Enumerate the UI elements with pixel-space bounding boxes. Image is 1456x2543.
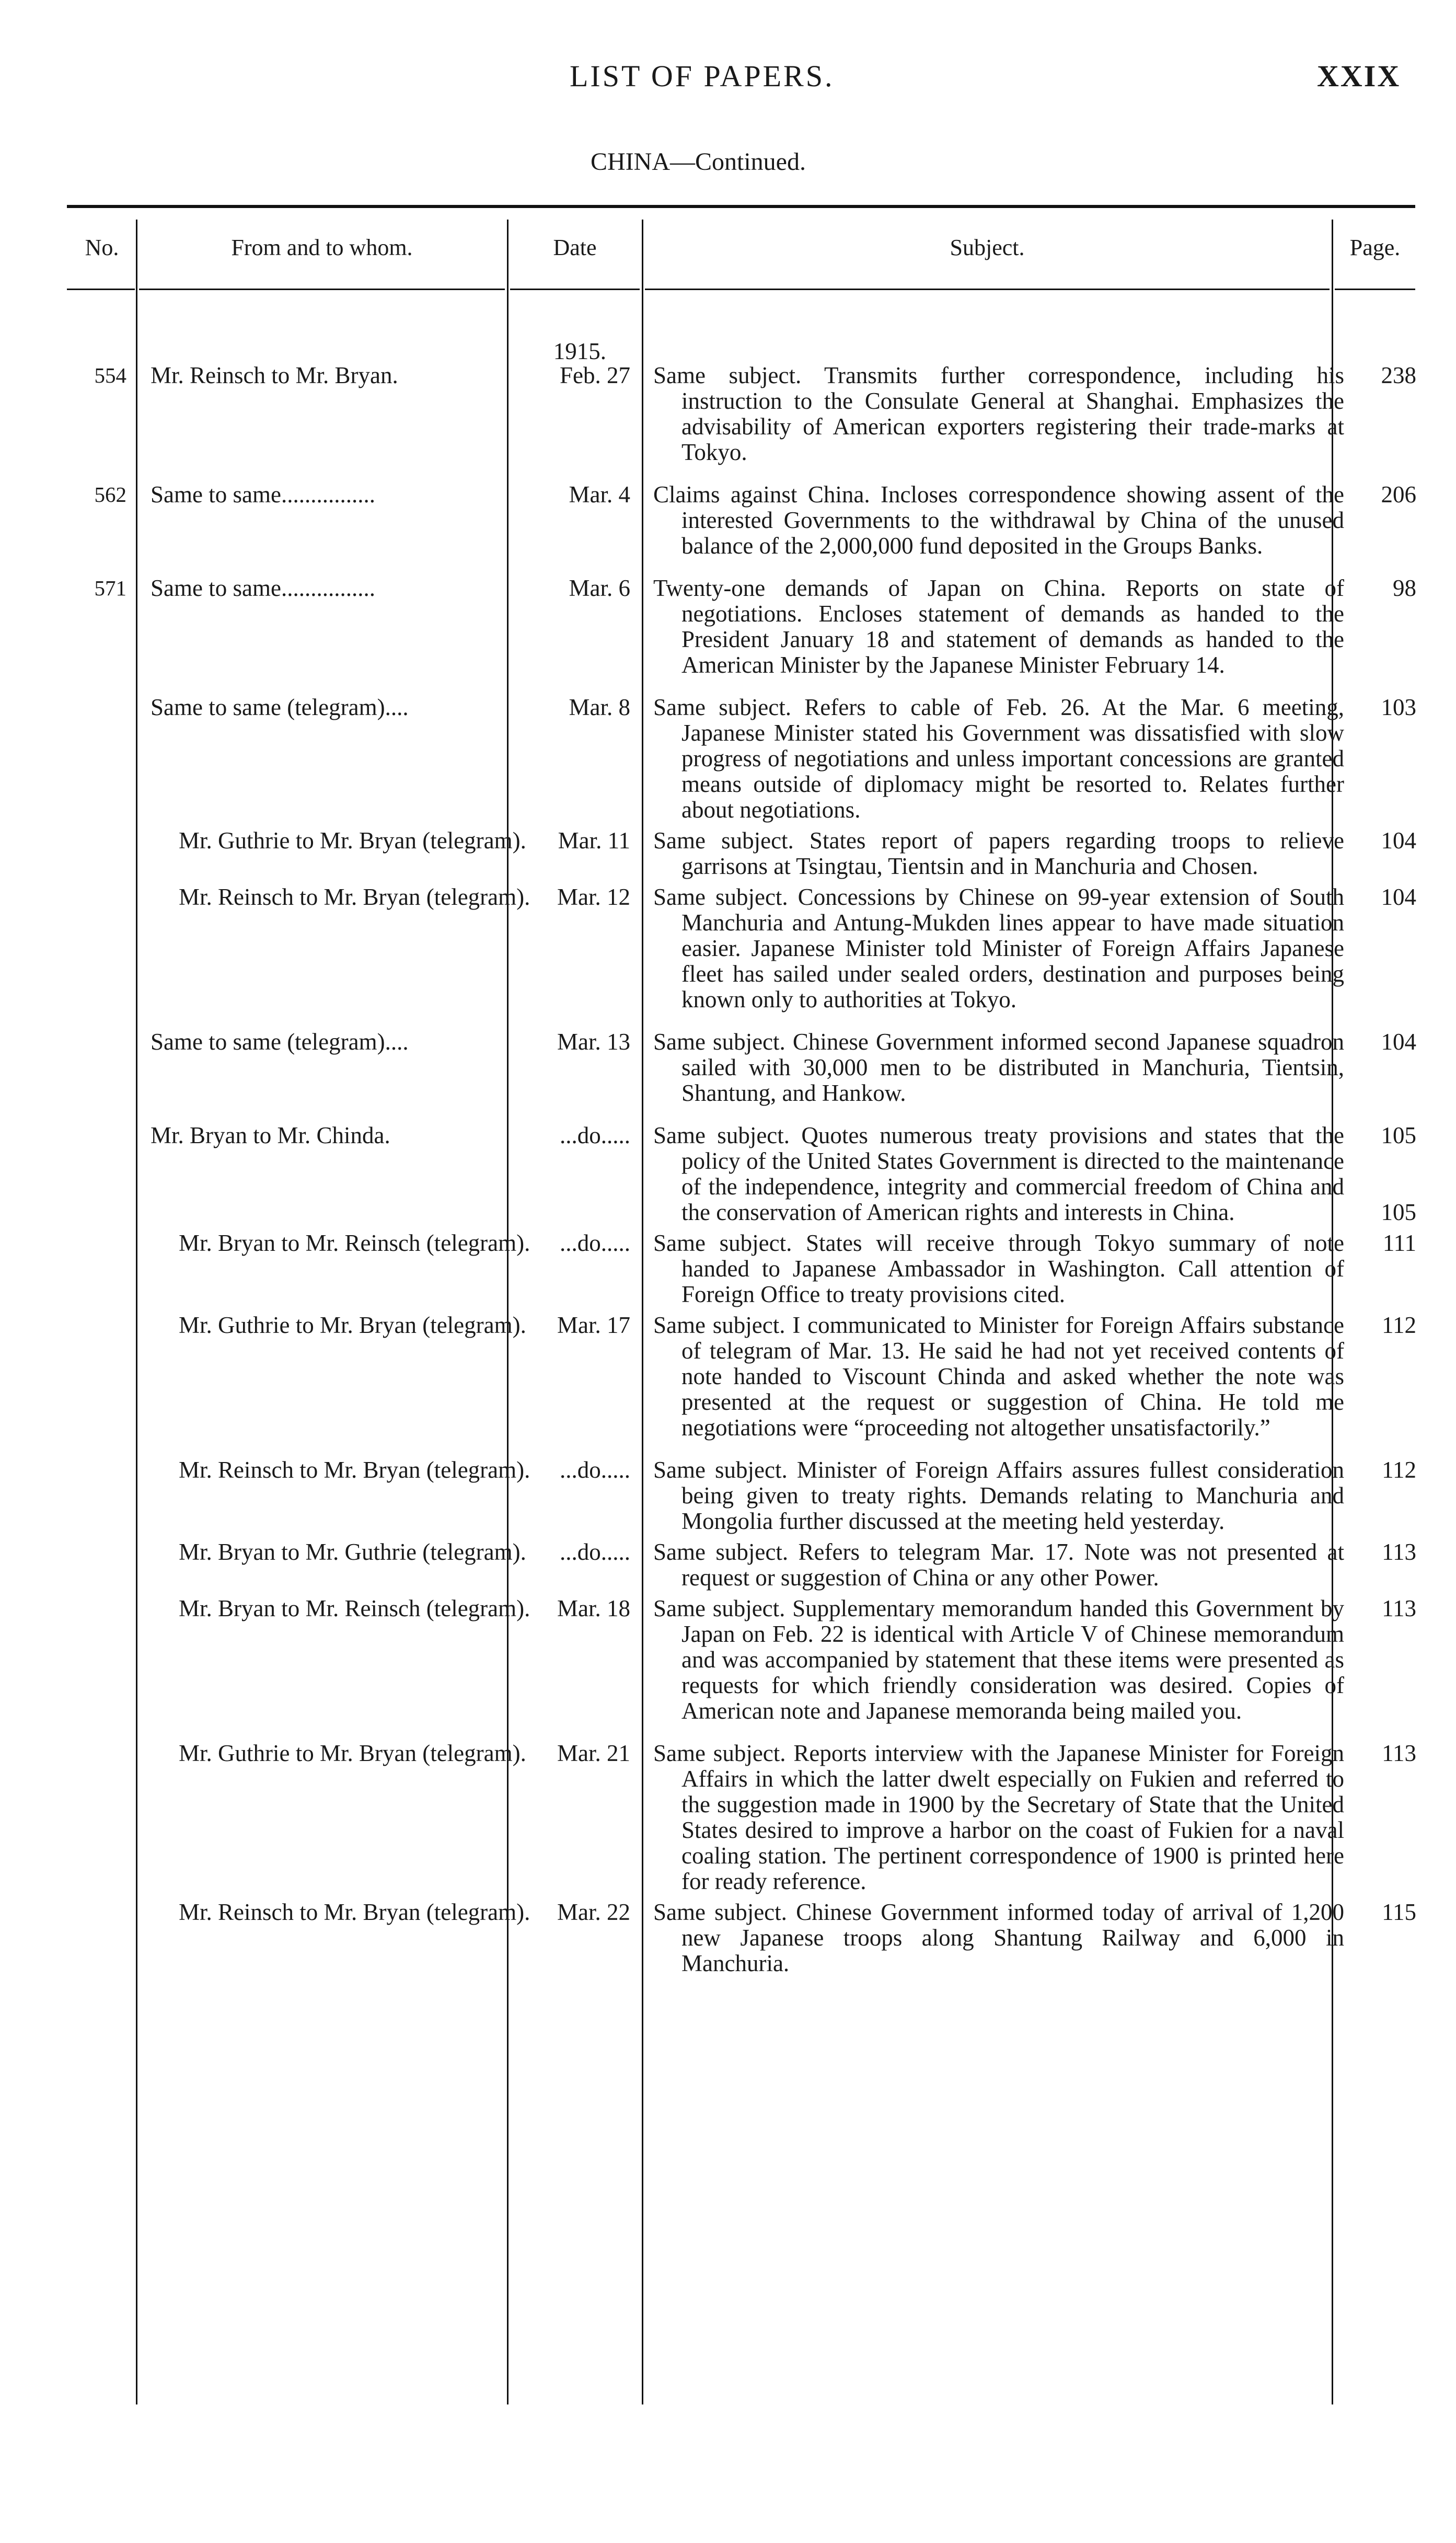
subject: Same subject. I communicated to Minister for Foreign Affairs substance of telegram of Mar. 13. He said he had not yet received contents of note handed to Viscount Chinda and asked whether the note was presented at the request or suggestion of China. He told me negotiations were “proceeding not altogether unsatisfactorily.” (653, 1312, 1344, 1441)
date: ...do..... (560, 1122, 630, 1148)
page-reference: 113 (1382, 1539, 1416, 1565)
date: ...do..... (560, 1539, 630, 1565)
from-to-whom: Same to same................ (151, 575, 375, 601)
page-reference: 103 (1381, 694, 1416, 720)
table-row (0, 695, 1456, 823)
column-header-subject: Subject. (950, 235, 1025, 260)
subject: Claims against China. Incloses correspondence showing assent of the interested Governments to the withdrawal by China of the unused balance of the 2,000,000 fund deposited in the Groups Banks. (653, 481, 1344, 559)
date: Mar. 8 (569, 694, 630, 720)
table-row (0, 1741, 1456, 1894)
subject: Same subject. Supplementary memorandum handed this Government by Japan on Feb. 22 is identical with Article V of Chinese memorandum and was accompanied by statement that these items were presented as requests for which friendly consideration was desired. Copies of American note and Japanese memoranda being mailed you. (653, 1595, 1344, 1724)
page-number: XXIX (1317, 59, 1401, 93)
from-to-whom: Mr. Reinsch to Mr. Bryan. (151, 362, 398, 388)
table-row (0, 1457, 1456, 1534)
header-underline (645, 289, 1330, 290)
table-row (0, 1230, 1456, 1307)
table-row (0, 576, 1456, 678)
table-row (0, 482, 1456, 559)
page-reference: 105 (1381, 1122, 1416, 1148)
year: 1915. (553, 338, 606, 364)
header-underline (1335, 289, 1415, 290)
from-to-whom: Mr. Bryan to Mr. Chinda. (151, 1122, 390, 1148)
from-to-whom: Same to same (telegram).... (151, 1029, 409, 1055)
column-header-no: No. (85, 235, 119, 260)
page-reference: 104 (1381, 884, 1416, 910)
subject: Same subject. Refers to cable of Feb. 26. At the Mar. 6 meeting, Japanese Minister stated his Government was dissatisfied with slow progress of negotiations and unless important concessions are granted means outside of diplomacy might be resorted to. Relates further about negotiations. (653, 694, 1344, 823)
page-reference: 98 (1393, 575, 1416, 601)
running-head-title: LIST OF PAPERS. (570, 59, 835, 93)
page-reference: 113 (1382, 1740, 1416, 1766)
header-underline (139, 289, 505, 290)
date: Mar. 21 (557, 1740, 630, 1766)
page-reference: 104 (1381, 1029, 1416, 1055)
from-to-whom: Mr. Bryan to Mr. Guthrie (telegram). (179, 1539, 526, 1565)
date: Mar. 4 (569, 481, 630, 508)
table-row (0, 828, 1456, 879)
table-row (0, 1123, 1456, 1225)
date: Mar. 18 (557, 1595, 630, 1621)
subject: Twenty-one demands of Japan on China. Reports on state of negotiations. Encloses statement of demands as handed to the President January 18 and statement of demands as handed to the American Minister by the Japanese Minister February 14. (653, 575, 1344, 678)
date: Mar. 13 (557, 1029, 630, 1055)
section-title: CHINA—Continued. (591, 148, 806, 176)
subject: Same subject. Chinese Government informed second Japanese squadron sailed with 30,000 men to be distributed in Manchuria, Tientsin, Shantung, and Hankow. (653, 1029, 1344, 1106)
from-to-whom: Mr. Reinsch to Mr. Bryan (telegram). (179, 1899, 530, 1925)
from-to-whom: Mr. Reinsch to Mr. Bryan (telegram). (179, 1457, 530, 1483)
page-reference: 115 (1382, 1899, 1416, 1925)
subject: Same subject. Chinese Government informed today of arrival of 1,200 new Japanese troops along Shantung Railway and 6,000 in Manchuria. (653, 1899, 1344, 1976)
subject: Same subject. Transmits further correspondence, including his instruction to the Consulate General at Shanghai. Emphasizes the advisability of American exporters registering their trade-marks at Tokyo. (653, 362, 1344, 465)
date: Mar. 22 (557, 1899, 630, 1925)
page-reference: 113 (1382, 1595, 1416, 1621)
from-to-whom: Mr. Reinsch to Mr. Bryan (telegram). (179, 884, 530, 910)
page-reference: 206 (1381, 481, 1416, 508)
subject: Same subject. States will receive through Tokyo summary of note handed to Japanese Ambassador in Washington. Call attention of Foreign Office to treaty provisions cited. (653, 1230, 1344, 1307)
subject: Same subject. Concessions by Chinese on 99-year extension of South Manchuria and Antung-Mukden lines appear to have made situation easier. Japanese Minister told Minister of Foreign Affairs Japanese fleet has sailed under sealed orders, destination and purposes being known only to authorities at Tokyo. (653, 884, 1344, 1012)
subject: Same subject. Minister of Foreign Affairs assures fullest consideration being given to treaty rights. Demands relating to Manchuria and Mongolia further discussed at the meeting held yesterday. (653, 1457, 1344, 1534)
page-reference: 112 (1382, 1312, 1416, 1338)
table-row (0, 1900, 1456, 1976)
table-row (0, 1029, 1456, 1106)
subject: Same subject. Refers to telegram Mar. 17. Note was not presented at request or suggestion of China or any other Power. (653, 1539, 1344, 1591)
date: ...do..... (560, 1230, 630, 1256)
page-reference: 112 (1382, 1457, 1416, 1483)
header-underline (510, 289, 640, 290)
row-number: 571 (94, 576, 126, 600)
subject: Same subject. States report of papers regarding troops to relieve garrisons at Tsingtau, Tientsin and in Manchuria and Chosen. (653, 827, 1344, 879)
table-row (0, 325, 1456, 465)
column-header-page: Page. (1349, 235, 1401, 260)
date: Mar. 11 (558, 827, 630, 854)
header-underline (67, 289, 135, 290)
date: Mar. 6 (569, 575, 630, 601)
from-to-whom: Same to same (telegram).... (151, 694, 409, 720)
table-row (0, 1596, 1456, 1724)
table-row (0, 884, 1456, 1012)
from-to-whom: Same to same................ (151, 481, 375, 508)
subject: Same subject. Reports interview with the Japanese Minister for Foreign Affairs in which the latter dwelt especially on Fukien and referred to the suggestion made in 1900 by the Secretary of State that the United States desired to improve a harbor on the coast of Fukien for a naval coaling station. The pertinent correspondence of 1900 is printed here for ready reference. (653, 1740, 1344, 1894)
date: ...do..... (560, 1457, 630, 1483)
table-row (0, 1313, 1456, 1441)
from-to-whom: Mr. Bryan to Mr. Reinsch (telegram). (179, 1595, 530, 1621)
subject: Same subject. Quotes numerous treaty provisions and states that the policy of the United States Government is directed to the maintenance of the independence, integrity and commercial freedom of China and the conservation of American rights and interests in China. (653, 1122, 1344, 1225)
column-header-from-to: From and to whom. (231, 235, 413, 260)
page-reference: 111 (1382, 1230, 1416, 1256)
table-row (0, 1539, 1456, 1591)
table-top-rule (67, 205, 1415, 208)
page-reference: 105 (1381, 1199, 1416, 1225)
from-to-whom: Mr. Guthrie to Mr. Bryan (telegram). (179, 827, 526, 854)
column-header-date: Date (553, 235, 597, 260)
from-to-whom: Mr. Bryan to Mr. Reinsch (telegram). (179, 1230, 530, 1256)
from-to-whom: Mr. Guthrie to Mr. Bryan (telegram). (179, 1740, 526, 1766)
date: Feb. 27 (560, 362, 630, 388)
page-reference: 238 (1381, 362, 1416, 388)
from-to-whom: Mr. Guthrie to Mr. Bryan (telegram). (179, 1312, 526, 1338)
papers-list (0, 314, 1456, 1982)
row-number: 562 (94, 482, 126, 507)
date: Mar. 17 (557, 1312, 630, 1338)
row-number: 554 (94, 363, 126, 387)
page-reference: 104 (1381, 827, 1416, 854)
date: Mar. 12 (557, 884, 630, 910)
